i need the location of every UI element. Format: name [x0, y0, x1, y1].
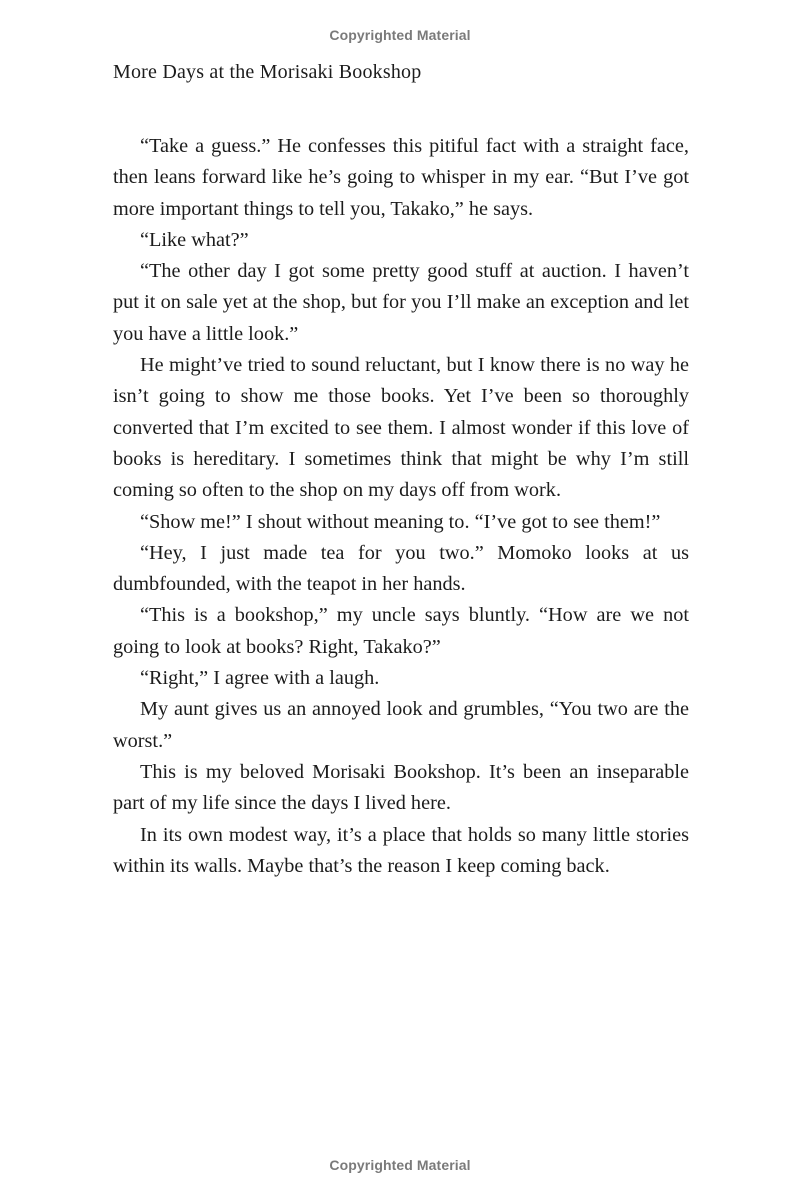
copyright-watermark-top: Copyrighted Material: [329, 27, 471, 43]
paragraph: “The other day I got some pretty good stuff at auction. I haven’t put it on sale yet at the shop, but for you I’ll make an exception and let you have a little look.”: [113, 260, 689, 345]
paragraph: This is my beloved Morisaki Bookshop. It’s been an inseparable part of my life since the days I lived here.: [113, 760, 689, 815]
paragraph: “Take a guess.” He confesses this pitiful fact with a straight face, then leans forward like he’s going to whisper in my ear. “But I’ve got more important things to tell you, Takako,” he says.: [113, 135, 689, 220]
paragraph: My aunt gives us an annoyed look and grumbles, “You two are the worst.”: [113, 698, 689, 752]
paragraph: “Show me!” I shout without meaning to. “I’ve got to see them!”: [140, 510, 661, 533]
paragraph: In its own modest way, it’s a place that holds so many little stories within its walls. Maybe that’s the reason I keep coming back.: [113, 823, 689, 877]
paragraph: He might’ve tried to sound reluctant, but I know there is no way he isn’t going to show me those books. Yet I’ve been so thoroughly converted that I’m excited to see them. I almost wonder if this love of books is hereditary. I sometimes think that might be why I’m still coming so often to the shop on my days off from work.: [113, 354, 689, 502]
paragraph: “Hey, I just made tea for you two.” Momoko looks at us dumbfounded, with the teapot in her hands.: [113, 541, 689, 596]
body-text: [113, 131, 689, 882]
copyright-watermark-bottom: Copyrighted Material: [329, 1157, 471, 1173]
paragraph: “Like what?”: [140, 228, 249, 251]
running-head: More Days at the Morisaki Bookshop: [113, 61, 422, 83]
paragraph: “This is a bookshop,” my uncle says bluntly. “How are we not going to look at books? Right, Takako?”: [113, 604, 689, 658]
paragraph: “Right,” I agree with a laugh.: [140, 667, 380, 690]
